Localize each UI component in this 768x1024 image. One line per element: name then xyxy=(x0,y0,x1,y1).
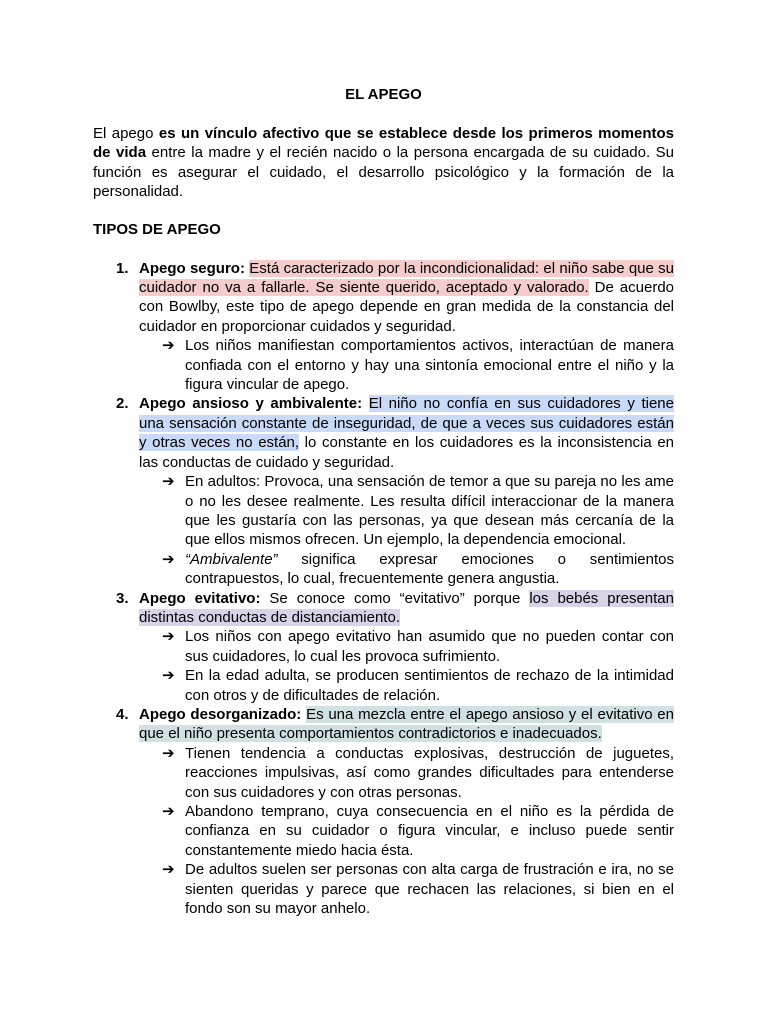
type-text xyxy=(362,395,369,412)
arrow-bullet-icon: ➔ xyxy=(162,803,175,820)
bullet-text: En adultos: Provoca, una sensación de temor a que su pareja no les ame o no les desee realmente. Les resulta difícil interaccionar de la manera que les gustaría con las personas, ya que desean más cercanía de la que ellos mismos ofrecen. Un ejemplo, la dependencia emocional. xyxy=(185,473,674,549)
list-number: 4. xyxy=(116,705,129,723)
type-name: Apego seguro: xyxy=(139,259,245,277)
sub-list-item xyxy=(139,627,674,666)
sub-list-item xyxy=(139,550,674,589)
arrow-bullet-icon: ➔ xyxy=(162,667,175,685)
arrow-bullet-icon: ➔ xyxy=(162,337,175,355)
list-item xyxy=(93,705,674,918)
attachment-types-list xyxy=(93,259,674,919)
sub-list-item xyxy=(139,666,674,705)
arrow-bullet-icon: ➔ xyxy=(162,744,175,762)
highlighted-text: Es una mezcla entre el apego ansioso y el evitativo en que el niño presenta comportamientos contradictorios e inadecuados. xyxy=(139,705,674,743)
list-number: 1. xyxy=(116,259,129,277)
highlighted-text: los bebés presentan distintas conductas de distanciamiento. xyxy=(139,589,674,626)
sub-list-item xyxy=(139,860,674,918)
intro-text-2: entre la madre y el recién nacido o la persona encargada de su cuidado. Su función es asegurar el cuidado, el desarrollo psicológico y la formación de la personalidad. xyxy=(93,144,674,201)
type-name: Apego evitativo: xyxy=(139,589,261,607)
list-number: 2. xyxy=(116,395,129,413)
list-item xyxy=(93,589,674,705)
arrow-bullet-icon: ➔ xyxy=(162,550,175,568)
type-name: Apego desorganizado: xyxy=(139,705,302,723)
bullet-text: De adultos suelen ser personas con alta carga de frustración e ira, no se sienten queridas y parece que rechacen las relaciones, si bien en el fondo son su mayor anhelo. xyxy=(185,861,674,918)
bullet-text: Abandono temprano, cuya consecuencia en el niño es la pérdida de confianza en su cuidador o figura vincular, e incluso puede sentir constantemente miedo hacia ésta. xyxy=(185,803,674,859)
sub-list-item xyxy=(139,802,674,860)
arrow-bullet-icon: ➔ xyxy=(162,861,175,879)
sub-list xyxy=(139,472,674,588)
bullet-text: significa expresar emociones o sentimientos contrapuestos, lo cual, frecuentemente genera angustia. xyxy=(185,550,674,588)
italic-term: “Ambivalente” xyxy=(185,550,278,568)
intro-paragraph xyxy=(93,124,674,202)
document-title: EL APEGO xyxy=(345,86,422,103)
sub-list xyxy=(139,744,674,919)
sub-list xyxy=(139,336,674,394)
sub-list-item xyxy=(139,336,674,394)
arrow-bullet-icon: ➔ xyxy=(162,628,175,646)
type-text: Se conoce como “evitativo” porque xyxy=(260,589,530,607)
sub-list xyxy=(139,627,674,705)
intro-text-1: El apego xyxy=(93,125,159,142)
type-text: De acuerdo con Bowlby, este tipo de apego depende en gran medida de la constancia del cuidador en proporcionar cuidados y seguridad. xyxy=(139,279,675,335)
sub-list-item xyxy=(139,472,674,550)
highlighted-text: Está caracterizado por la incondicionalidad: el niño sabe que su cuidador no va a fallarle. Se siente querido, aceptado y valorado. xyxy=(139,259,674,297)
highlighted-text: El niño no confía en sus cuidadores y tiene una sensación constante de inseguridad, de que a veces sus cuidadores están y otras veces no están, xyxy=(139,395,674,452)
list-item xyxy=(93,259,674,395)
type-text: lo constante en los cuidadores es la inconsistencia en las conductas de cuidado y seguridad. xyxy=(139,434,675,471)
list-item xyxy=(93,394,674,588)
list-number: 3. xyxy=(116,589,129,607)
arrow-bullet-icon: ➔ xyxy=(162,473,175,491)
bullet-text: Los niños manifiestan comportamientos activos, interactúan de manera confiada con el entorno y hay una sintonía emocional entre el niño y la figura vincular de apego. xyxy=(185,337,674,394)
sub-list-item xyxy=(139,744,674,802)
intro-bold-text: es un vínculo afectivo que se establece desde los primeros momentos de vida xyxy=(93,125,674,162)
type-name: Apego ansioso y ambivalente: xyxy=(139,395,363,413)
section-title: TIPOS DE APEGO xyxy=(93,220,221,238)
bullet-text: Tienen tendencia a conductas explosivas, destrucción de juguetes, reacciones impulsivas, así como grandes dificultades para entenderse con sus cuidadores y con otras personas. xyxy=(185,744,674,801)
bullet-text: Los niños con apego evitativo han asumido que no pueden contar con sus cuidadores, lo cual les provoca sufrimiento. xyxy=(185,628,674,665)
document-body xyxy=(93,85,674,918)
bullet-text: En la edad adulta, se producen sentimientos de rechazo de la intimidad con otros y de dificultades de relación. xyxy=(185,667,674,704)
